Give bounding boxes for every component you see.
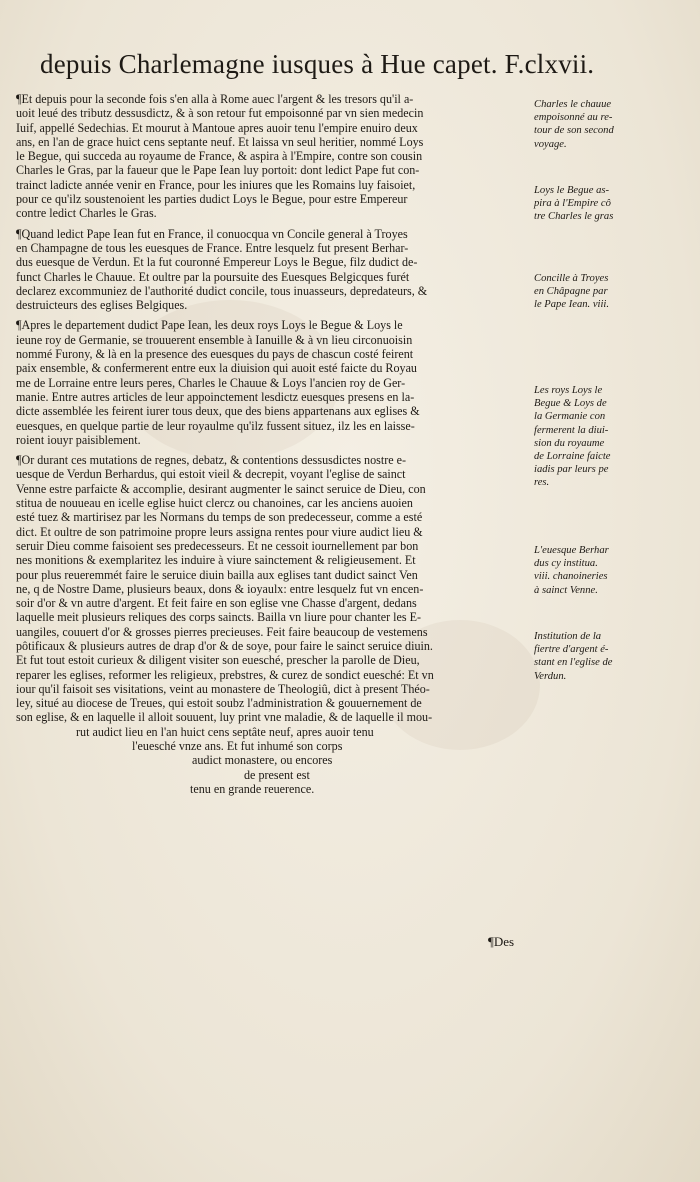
margin-note-line: fiertre d'argent é- (534, 644, 609, 656)
text-line: iour qu'il faisoit ses visitations, veint au monastere de Theologiû, dict à present Théo- (16, 681, 430, 696)
text-line: manie. Entre autres articles de leur appoinctement lesdictz euesques presens en la- (16, 389, 415, 404)
margin-note-line: empoisonné au re- (534, 112, 613, 124)
catchword: ¶Des (488, 934, 515, 949)
text-line: me de Lorraine entre leurs peres, Charles le Chauue & Loys l'ancien roy de Ger- (16, 375, 406, 390)
text-line: dus euesque de Verdun. Et la fut couronné Empereur Loys le Begue, filz dudict de- (16, 255, 418, 270)
margin-note-line: en Châpagne par (534, 286, 608, 298)
margin-note-line: viii. chanoineries (534, 571, 608, 583)
text-line: declarez excommuniez de l'authorité dudict concile, tous inuasseurs, depredateurs, & (16, 283, 428, 298)
text-line: ne, q de Nostre Dame, plusieurs beaux, dons & ioyaulx: entre lesquelz fut vn encen- (16, 581, 424, 596)
text-line: dicte assemblée les feirent iurer tous deux, que des biens appartenans aux eglises & (16, 404, 420, 419)
text-line: paix ensemble, & confermerent entre eux la diuision qui auoit esté faicte du Royau (16, 361, 417, 376)
text-line: trainct ladicte année venir en France, pour les iniures que les Romains luy faisoiet, (16, 177, 416, 192)
main-text-column (16, 92, 530, 802)
margin-note-line: L'euesque Berhar (534, 545, 609, 556)
text-line: en Champagne de tous les euesques de France. Entre lesquelz fut present Berhar- (16, 240, 409, 255)
text-line: Charles le Gras, par la faueur que le Pape Iean luy portoit: dont ledict Pape fut con- (16, 163, 420, 178)
text-line: contre ledict Charles le Gras. (16, 206, 157, 221)
margin-note-line: à sainct Venne. (534, 584, 598, 596)
text-line: laquelle meit plusieurs reliques des corps saincts. Bailla vn liure pour chanter les E- (16, 610, 422, 625)
margin-note-line: voyage. (534, 138, 567, 150)
text-line: soir d'or & vn autre d'argent. Et feit faire en son eglise vne Chasse d'argent, dedans (16, 596, 417, 611)
text-line: ¶Et depuis pour la seconde fois s'en alla à Rome auec l'argent & les tresors qu'il a- (16, 92, 414, 106)
margin-note-line: le Pape Iean. viii. (534, 299, 610, 311)
text-line: euesques, en quelque partie de leur royaulme qu'ilz fussent situez, ilz les en laisse- (16, 418, 415, 433)
running-header: depuis Charlemagne iusques à Hue capet. F.clxvii. (40, 49, 595, 79)
text-paragraph (16, 453, 530, 725)
text-line: le Begue, qui succeda au royaume de France, & aspira à l'Empire, contre son cousin (16, 149, 423, 164)
margin-note-line: Concille à Troyes (534, 273, 609, 284)
text-line: stitua de nouueau en icelle eglise huict clercz ou chanoines, car les anciens auoien (16, 496, 413, 511)
margin-note-line: stant en l'eglise de (534, 657, 613, 669)
margin-note-line: fermerent la diui- (534, 424, 609, 436)
text-line: Et fut tout estoit curieux & diligent visiter son euesché, prescher la parolle de Dieu, (16, 653, 420, 668)
text-line: esté tuez & martirisez par les Normans du temps de son predecesseur, comme a esté (16, 510, 423, 525)
text-line: reparer les eglises, reformer les religieux, prebstres, & curez de sondict euesché: Et vn (16, 667, 434, 682)
margin-note-line: pira à l'Empire cô (534, 198, 611, 210)
text-paragraph (16, 318, 530, 447)
margin-note-line: Les roys Loys le (534, 385, 603, 396)
margin-note-line: Charles le chauue (534, 99, 612, 110)
text-line: ans, en l'an de grace huict cens septante neuf. Et laissa vn seul heritier, nommé Loys (16, 134, 424, 149)
text-paragraph (16, 92, 530, 221)
text-line: Iuif, appellé Sedechias. Et mourut à Mantoue apres auoir tenu l'empire enuiro deux (16, 120, 418, 135)
text-paragraph (16, 227, 530, 313)
text-line: ¶Apres le departement dudict Pape Iean, les deux roys Loys le Begue & Loys le (16, 318, 403, 333)
margin-note-line: Verdun. (534, 670, 567, 682)
margin-note-line: res. (534, 477, 550, 489)
margin-note-line: dus cy institua. (534, 558, 598, 570)
text-line: pôtificaux & plusieurs autres de drap d'or & de soye, pour faire le sainct seruice diuin. (16, 638, 433, 653)
text-line: uesque de Verdun Berhardus, qui estoit vieil & decrepit, voyant l'eglise de sainct (16, 467, 406, 482)
text-line: uoit leué des tributz dessusdictz, & à son retour fut empoisonné par vn sien medecin (16, 106, 424, 121)
margin-note-line: la Germanie con (534, 411, 606, 423)
margin-note (534, 272, 664, 312)
text-line: seruir Dieu comme faisoient ses predecesseurs. Et ne cessoit iournellement par bon (16, 538, 419, 553)
text-line: pour plus reueremmét faire le seruice diuin bailla aux eglises tant dudict sainct Ven (16, 567, 418, 582)
margin-note-line: Institution de la (534, 631, 602, 642)
tail-line: tenu en grande reuerence. (190, 781, 315, 796)
margin-note-line: iadis par leurs pe (534, 464, 609, 476)
tail-line: audict monastere, ou encores (192, 753, 333, 768)
text-line: uangiles, couuert d'or & grosses pierres precieuses. Feit faire beaucoup de vestemens (16, 624, 428, 639)
margin-note (534, 630, 664, 683)
tail-line: de present est (244, 767, 310, 782)
margin-note-line: tour de son second (534, 125, 614, 137)
text-line: pour ce qu'ilz soustenoient les parties dudict Loys le Begue, pour estre Empereur (16, 192, 408, 207)
text-line: Venne estre parfaicte & accomplie, desirant augmenter le sainct seruice de Dieu, con (16, 481, 426, 496)
margin-note (534, 384, 664, 490)
closing-paragraph-tail (16, 725, 530, 796)
text-line: nes monitions & exemplaritez les induire à viure sainctement & religieusement. Et (16, 553, 416, 568)
text-line: funct Charles le Chauue. Et oultre par la poursuite des Euesques Belgicques furét (16, 269, 410, 284)
margin-note-line: tre Charles le gras (534, 211, 614, 223)
text-line: dict. Et oultre de son patrimoine propre leurs assigna rentes pour viure audict lieu & (16, 524, 423, 539)
margin-note-line: sion du royaume (534, 437, 605, 449)
text-line: destruicteurs des eglises Belgiques. (16, 298, 188, 313)
margin-note-line: de Lorraine faicte (534, 451, 611, 463)
text-line: ieune roy de Germanie, se trouuerent ensemble à Ianuille & à vn lieu circonuoisin (16, 332, 413, 347)
text-line: son eglise, & en laquelle il alloit souuent, luy print vne maladie, & de laquelle il mou- (16, 710, 433, 725)
text-line: nommé Furony, & là en la presence des euesques du pays de chascun costé feirent (16, 347, 414, 362)
text-line: ¶Or durant ces mutations de regnes, debatz, & contentions dessusdictes nostre e- (16, 453, 407, 468)
tail-line: l'euesché vnze ans. Et fut inhumé son corps (132, 739, 343, 754)
tail-line: rut audict lieu en l'an huict cens septâte neuf, apres auoir tenu (76, 724, 374, 739)
text-line: roient iouyr paisiblement. (16, 432, 141, 447)
margin-note-line: Begue & Loys de (534, 398, 607, 410)
margin-note (534, 98, 664, 151)
margin-note (534, 544, 664, 597)
margin-note-line: Loys le Begue as- (534, 185, 610, 196)
margin-note (534, 184, 664, 224)
text-line: ¶Quand ledict Pape Iean fut en France, il conuocqua vn Concile general à Troyes (16, 226, 408, 241)
text-line: ley, situé au diocese de Treues, qui estoit soubz l'administration & gouuernement de (16, 696, 422, 711)
